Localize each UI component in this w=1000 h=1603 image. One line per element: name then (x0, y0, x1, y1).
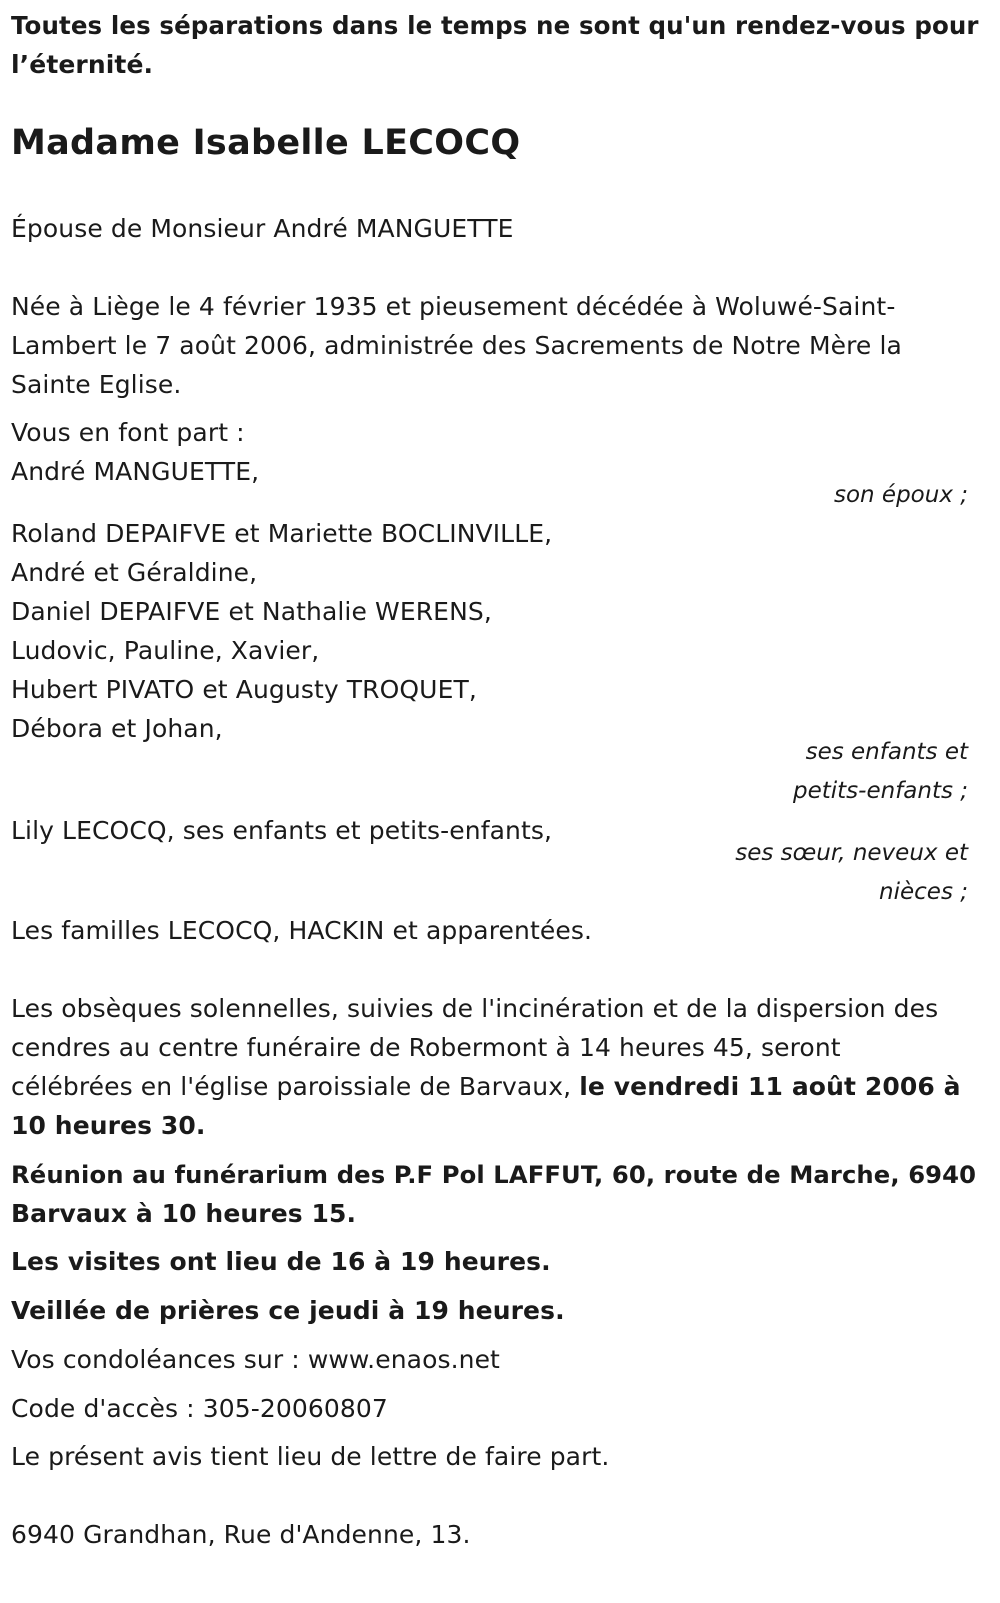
children-line-1: Roland DEPAIFVE et Mariette BOCLINVILLE, (11, 519, 553, 548)
funeral-line-3 (11, 1067, 961, 1106)
funeral-line-1: Les obsèques solennelles, suivies de l'incinération et de la dispersion des (11, 994, 939, 1023)
access-code-line: Code d'accès : 305-20060807 (11, 1394, 388, 1423)
sister-relation-line-1: ses sœur, neveux et (735, 840, 968, 866)
spouse-line: Épouse de Monsieur André MANGUETTE (11, 214, 514, 243)
notice-line: Le présent avis tient lieu de lettre de faire part. (11, 1442, 610, 1471)
children-line-4: Ludovic, Pauline, Xavier, (11, 636, 320, 665)
families-line: Les familles LECOCQ, HACKIN et apparentées. (11, 916, 593, 945)
address-line: 6940 Grandhan, Rue d'Andenne, 13. (11, 1520, 471, 1549)
meeting-line-2: Barvaux à 10 heures 15. (11, 1199, 357, 1228)
birth-line-1: Née à Liège le 4 février 1935 et pieusement décédée à Woluwé-Saint- (11, 292, 896, 321)
quote-line-2: l’éternité. (11, 50, 154, 79)
funeral-line-3-plain: célébrées en l'église paroissiale de Barvaux, (11, 1072, 580, 1101)
funeral-time: 10 heures 30. (11, 1111, 206, 1140)
funeral-line-2: cendres au centre funéraire de Robermont à 14 heures 45, seront (11, 1033, 841, 1062)
vigil-line: Veillée de prières ce jeudi à 19 heures. (11, 1296, 565, 1325)
announce-intro: Vous en font part : (11, 418, 245, 447)
husband-name: André MANGUETTE, (11, 457, 260, 486)
children-line-2: André et Géraldine, (11, 558, 258, 587)
deceased-name: Madame Isabelle LECOCQ (11, 123, 521, 163)
children-relation-line-1: ses enfants et (805, 739, 968, 765)
birth-line-3: Sainte Eglise. (11, 370, 182, 399)
sister-relation-line-2: nièces ; (879, 879, 968, 905)
funeral-date: le vendredi 11 août 2006 à (579, 1072, 961, 1101)
husband-relation: son époux ; (833, 482, 968, 508)
children-line-5: Hubert PIVATO et Augusty TROQUET, (11, 675, 477, 704)
sister-name: Lily LECOCQ, ses enfants et petits-enfants, (11, 816, 553, 845)
meeting-line-1: Réunion au funérarium des P.F Pol LAFFUT, 60, route de Marche, 6940 (11, 1160, 977, 1189)
condolences-line: Vos condoléances sur : www.enaos.net (11, 1345, 500, 1374)
quote-line-1: Toutes les séparations dans le temps ne sont qu'un rendez-vous pour (11, 11, 979, 40)
children-line-6: Débora et Johan, (11, 714, 223, 743)
birth-line-2: Lambert le 7 août 2006, administrée des Sacrements de Notre Mère la (11, 331, 902, 360)
children-relation-line-2: petits-enfants ; (792, 778, 968, 804)
visits-line: Les visites ont lieu de 16 à 19 heures. (11, 1247, 551, 1276)
children-line-3: Daniel DEPAIFVE et Nathalie WERENS, (11, 597, 492, 626)
